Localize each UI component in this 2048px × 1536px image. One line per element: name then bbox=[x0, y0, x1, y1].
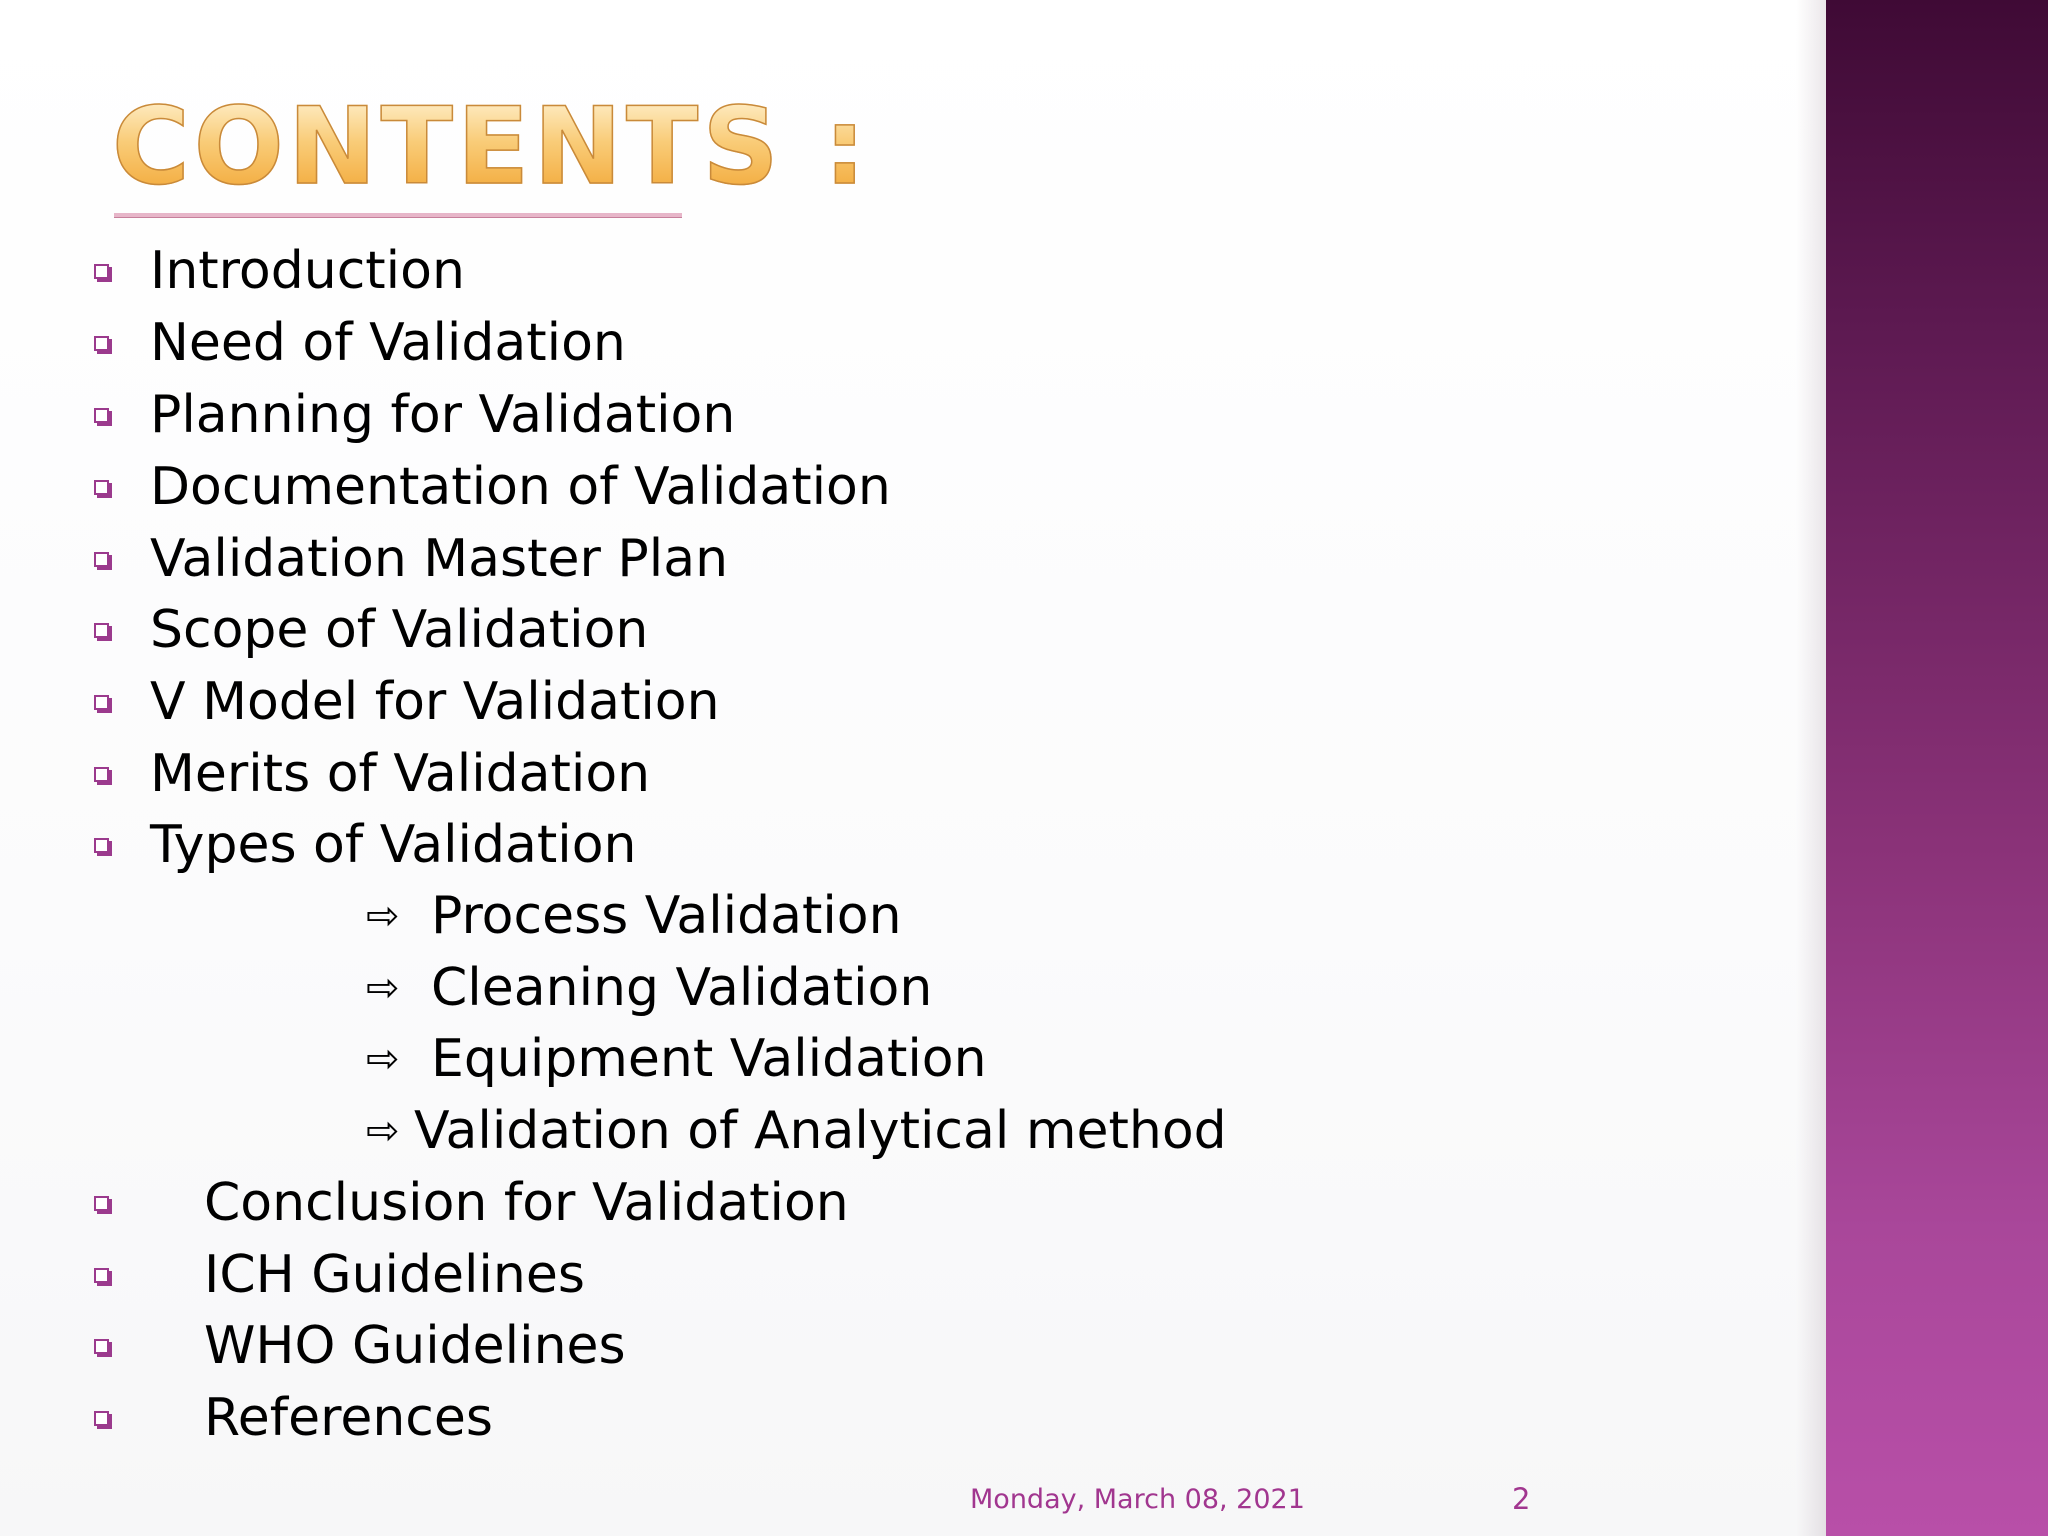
footer-date: Monday, March 08, 2021 bbox=[970, 1484, 1305, 1515]
sub-list-item-label: Equipment Validation bbox=[431, 1029, 987, 1089]
square-bullet-icon bbox=[94, 408, 109, 423]
right-arrow-icon: ⇨ bbox=[366, 1108, 400, 1154]
sub-list-item-label: Validation of Analytical method bbox=[414, 1101, 1227, 1161]
side-band-shadow bbox=[1796, 0, 1826, 1536]
list-item-label: ICH Guidelines bbox=[204, 1245, 585, 1305]
decorative-side-band bbox=[1826, 0, 2048, 1536]
square-bullet-icon bbox=[94, 695, 109, 710]
list-item-label: Scope of Validation bbox=[150, 600, 649, 660]
right-arrow-icon: ⇨ bbox=[366, 1036, 400, 1082]
slide-number: 2 bbox=[1512, 1482, 1531, 1516]
square-bullet-icon bbox=[94, 480, 109, 495]
slide-title: CONTENTS : bbox=[112, 85, 870, 208]
list-item-label: References bbox=[204, 1388, 493, 1448]
square-bullet-icon bbox=[94, 1196, 109, 1211]
square-bullet-icon bbox=[94, 264, 109, 279]
square-bullet-icon bbox=[94, 767, 109, 782]
right-arrow-icon: ⇨ bbox=[366, 893, 400, 939]
list-item-label: Planning for Validation bbox=[150, 385, 736, 445]
list-item-label: Need of Validation bbox=[150, 313, 626, 373]
square-bullet-icon bbox=[94, 552, 109, 567]
square-bullet-icon bbox=[94, 1268, 109, 1283]
list-item-label: Types of Validation bbox=[150, 815, 637, 875]
list-item-label: Introduction bbox=[150, 241, 465, 301]
list-item-label: V Model for Validation bbox=[150, 672, 720, 732]
square-bullet-icon bbox=[94, 838, 109, 853]
title-underline bbox=[114, 213, 682, 218]
square-bullet-icon bbox=[94, 336, 109, 351]
right-arrow-icon: ⇨ bbox=[366, 965, 400, 1011]
sub-list-item-label: Process Validation bbox=[431, 886, 902, 946]
list-item-label: WHO Guidelines bbox=[204, 1316, 626, 1376]
list-item-label: Conclusion for Validation bbox=[204, 1173, 849, 1233]
list-item-label: Validation Master Plan bbox=[150, 529, 729, 589]
square-bullet-icon bbox=[94, 1411, 109, 1426]
list-item-label: Merits of Validation bbox=[150, 744, 651, 804]
sub-list-item-label: Cleaning Validation bbox=[431, 958, 933, 1018]
square-bullet-icon bbox=[94, 623, 109, 638]
list-item-label: Documentation of Validation bbox=[150, 457, 891, 517]
square-bullet-icon bbox=[94, 1339, 109, 1354]
